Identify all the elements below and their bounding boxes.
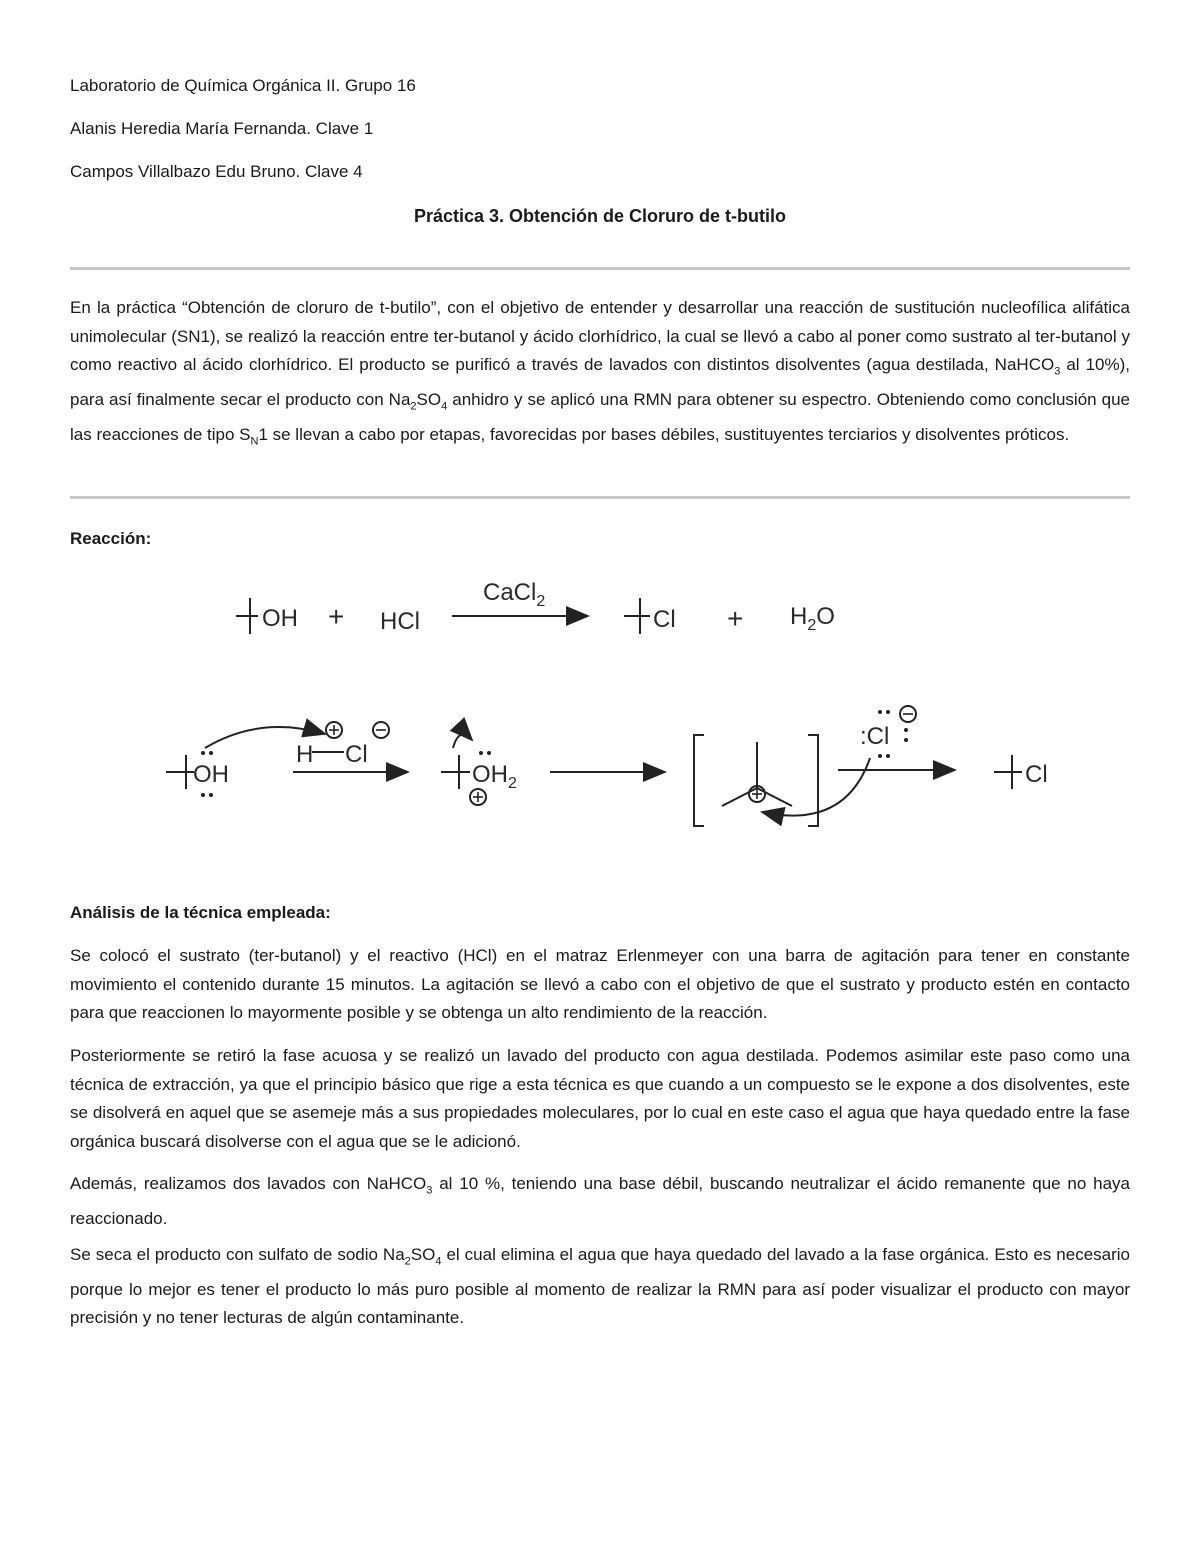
summary-text-1: En la práctica “Obtención de cloruro de t-butilo”, con el objetivo de entender y desarrollar una reacción de sustitución nucleofílica alifática unimolecular (SN1), se realizó la reacción entre ter-butanol y ácido clorhídrico, la cual se llevó a cabo al poner como sustrato al ter-butanol y como reactivo al ácido clorhídrico. El producto se purificó a través de lavados con distintos disolventes (agua destilada, NaHCO — [70, 298, 1130, 374]
p4-text-a: Se seca el producto con sulfato de sodio Na — [70, 1245, 405, 1264]
product-cl-label: Cl — [653, 606, 676, 633]
summary-sub-4: N — [250, 435, 259, 448]
catalyst-label: CaCl$_2$ — [483, 579, 546, 610]
page-title: Práctica 3. Obtención de Cloruro de t-butilo — [413, 206, 787, 226]
summary-sub-3: 4 — [441, 400, 448, 413]
reactant-oh-label: OH — [262, 605, 298, 632]
analysis-paragraph-4 — [70, 1241, 1130, 1333]
mechanism — [166, 706, 1022, 826]
p3-text-a: Además, realizamos dos lavados con NaHCO — [70, 1174, 427, 1193]
final-cl-label: Cl — [1025, 761, 1048, 788]
p4-text-b: SO — [410, 1245, 436, 1264]
bracket-left — [694, 735, 704, 826]
water-label: $H_2O$ — [790, 603, 835, 634]
mech-cl-label: Cl — [345, 741, 368, 768]
analysis-paragraph-3 — [70, 1170, 1130, 1233]
summary-text-5: 1 se llevan a cabo por etapas, favorecidas por bases débiles, sustituyentes terciarios y disolventes próticos. — [258, 424, 1070, 444]
mech-oh2-label: $OH_2$ — [472, 761, 517, 792]
chloride-ion-label: :Cl — [860, 723, 890, 750]
header-author-1: Alanis Heredia María Fernanda. Clave 1 — [70, 119, 374, 138]
p3-text-b: al 10 %, teniendo una base débil, buscando neutralizar el ácido remanente que no haya reaccionado. — [70, 1174, 1130, 1228]
carbocation-bond-right — [757, 788, 792, 806]
carbocation-bond-left — [722, 788, 757, 806]
overall-reaction — [236, 598, 650, 634]
p4-sub-1: 2 — [404, 1255, 411, 1268]
header-course: Laboratorio de Química Orgánica II. Grupo 16 — [70, 76, 416, 95]
p4-sub-2: 4 — [435, 1255, 442, 1268]
analysis-paragraph-1: Se colocó el sustrato (ter-butanol) y el reactivo (HCl) en el matraz Erlenmeyer con una barra de agitación para tener en constante movimiento el contenido durante 15 minutos. La agitación se llevó a cabo con el objetivo de que el sustrato y producto estén en contacto para que reaccionen lo mayormente posible y se obtenga un alto rendimiento de la reacción. — [70, 946, 1130, 1022]
mech-oh-label: OH — [193, 761, 229, 788]
summary-sub-1: 3 — [1054, 365, 1061, 378]
mech-h-label: H — [296, 741, 314, 768]
summary-sub-2: 2 — [410, 400, 417, 413]
analysis-heading: Análisis de la técnica empleada: — [70, 903, 331, 922]
summary-text-3: SO — [416, 389, 442, 409]
curved-arrow-2 — [453, 735, 472, 748]
plus-sign-1: + — [328, 601, 345, 632]
summary-text-2: al 10%), para así finalmente secar el producto con Na — [70, 355, 1130, 409]
summary-text-4: anhidro y se aplicó una RMN para obtener su espectro. Obteniendo como conclusión que las reacciones de tipo S — [70, 389, 1130, 444]
reaction-heading: Reacción: — [70, 529, 152, 548]
charge-symbols — [329, 714, 913, 802]
plus-sign-2: + — [727, 603, 744, 634]
p4-text-c: el cual elimina el agua que haya quedado del lavado a la fase orgánica. Esto es necesario porque lo mejor es tener el producto lo más puro posible al momento de realizar la RMN para así poder visualizar el producto con mayor precisión y no tener lecturas de algún contaminante. — [70, 1245, 1130, 1328]
curved-arrow-3 — [762, 758, 870, 816]
hcl-label: HCl — [380, 608, 420, 635]
analysis-paragraph-2: Posteriormente se retiró la fase acuosa y se realizó un lavado del producto con agua destilada. Podemos asimilar este paso como una técnica de extracción, ya que el principio básico que rige a esta técnica es que cuando a un compuesto se le expone a dos disolventes, este se disolverá en aquel que se asemeje más a sus propiedades moleculares, por lo cual en este caso el agua que haya quedado entre la fase orgánica buscará disolverse con el agua que se le adicionó. — [70, 1046, 1130, 1151]
p3-sub: 3 — [426, 1184, 433, 1197]
header-author-2: Campos Villalbazo Edu Bruno. Clave 4 — [70, 162, 363, 181]
